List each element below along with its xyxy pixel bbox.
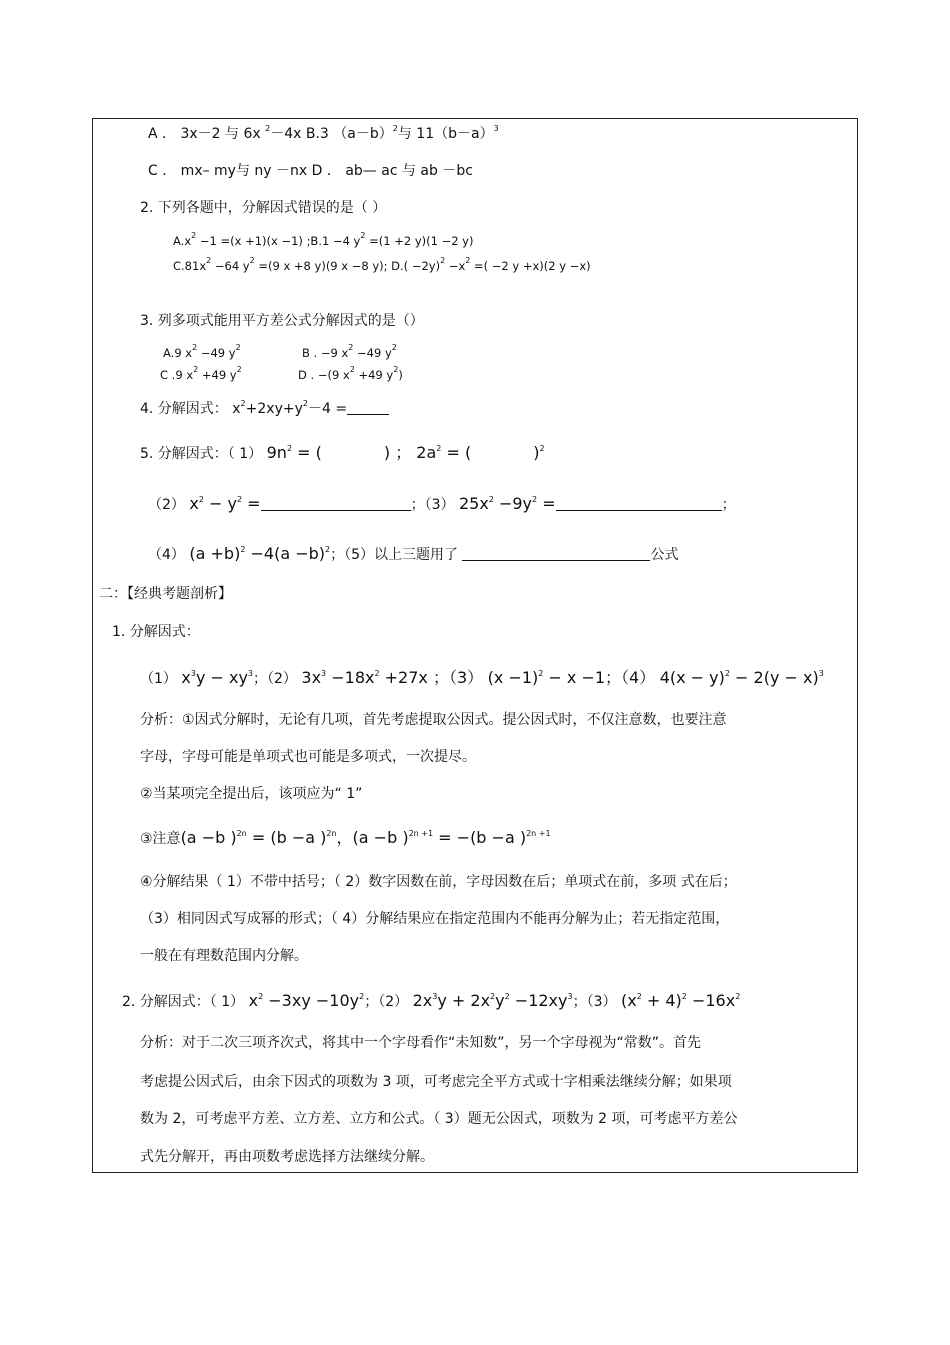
example-2-problems: 2. 分解因式：（ 1） $x^2 -3xy -10y^2$；（2） $2x^3y + 2x^2y^2 -12xy^3$；（3） $(x^2 + 4)^2 -16x^2$ <box>122 991 741 1010</box>
example-1-analysis-4: ③注意(a −b )$^{2n}$ = (b −a )$^{2n}$，(a −b )$^{2n +1}$ = −(b −a )$^{2n +1}$ <box>140 828 551 847</box>
q3-option-b: B . −9 $x^2 -49$ $y^2$ <box>302 343 397 360</box>
example-1-analysis-3: ②当某项完全提出后，该项应为“ 1” <box>140 786 363 802</box>
q2-option-cd: $C.81x^2 -64$ $y^2 =(9$ x +8 y)(9 x −8 y); $D.( -2y)^2 -x^2$ =( −2 y +x)(2 y −x) <box>173 256 591 273</box>
q5-line-1: 5. 分解因式：（ 1） $9n^2$ = ( ) ； $2a^2$ = ( )$^2$ <box>140 443 545 462</box>
q4-answer-blank <box>347 400 389 415</box>
q3-title: 3. 列多项式能用平方差公式分解因式的是（） <box>140 313 424 329</box>
example-1-analysis-6: （3）相同因式写成幂的形式；（ 4）分解结果应在指定范围内不能再分解为止；若无指定范围， <box>140 911 730 927</box>
q5-2-answer-blank <box>261 496 411 511</box>
example-1-analysis-2: 字母，字母可能是单项式也可能是多项式，一次提尽。 <box>140 749 476 765</box>
content-frame <box>92 118 858 1173</box>
q3-option-a: A.9 $x^2 -49$ $y^2$ <box>163 343 241 360</box>
q2-title: 2. 下列各题中，分解因式错误的是（ ） <box>140 200 387 216</box>
example-1-problems: （1） $x^3y - xy^3$；（2） $3x^3 -18x^2 +27x$ ；（3） $(x -1)^2 - x -1$；（4） $4(x - y)^2 - 2(y - x)^3$ <box>140 668 824 687</box>
example-2-analysis-2: 考虑提公因式后，由余下因式的项数为 3 项，可考虑完全平方式或十字相乘法继续分解；如果项 <box>140 1074 732 1090</box>
q3-option-d: D . −(9 $x^2 +49$ $y^2$) <box>298 365 403 382</box>
example-1-analysis-7: 一般在有理数范围内分解。 <box>140 948 308 964</box>
q5-line-3: （4） $(a +b)^2 -4(a -b)^2$；（5）以上三题用了 公式 <box>148 544 679 563</box>
q4-line: 4. 分解因式： $x^2+2xy+y^2-4$ = <box>140 400 389 418</box>
q5-line-2: （2） $x^2 - y^2$ = ；（3） $25x^2 -9y^2$ = ； <box>148 494 736 513</box>
example-2-analysis-4: 式先分解开，再由项数考虑选择方法继续分解。 <box>140 1149 434 1165</box>
example-1-analysis-1: 分析：①因式分解时，无论有几项，首先考虑提取公因式。提公因式时，不仅注意数，也要注意 <box>140 712 727 728</box>
q1-option-ab: A ． 3x－2 与 6x $^2$－4x B.3 $(a-b)^2$与 $11(b-a)^3$ <box>148 124 499 142</box>
q3-option-c: C .9 $x^2 +49$ $y^2$ <box>160 365 242 382</box>
q5-3-answer-blank <box>556 496 722 511</box>
section-2-title: 二：【经典考题剖析】 <box>99 586 232 602</box>
q2-option-ab: $A.x^2 -1 =(x +1)(x -1)$ ;B.1 −4 $y^2 =(1 +2$ y)(1 −2 y) <box>173 231 474 248</box>
example-1-title: 1. 分解因式： <box>112 624 200 640</box>
q5-5-answer-blank <box>462 546 650 561</box>
q1-option-cd: C ． mx– my与 ny －nx D ． ab— ac 与 ab －bc <box>148 163 473 179</box>
example-2-analysis-1: 分析：对于二次三项齐次式，将其中一个字母看作“未知数”，另一个字母视为“常数”。首先 <box>140 1035 702 1051</box>
example-2-analysis-3: 数为 2，可考虑平方差、立方差、立方和公式。（ 3）题无公因式，项数为 2 项，可考虑平方差公 <box>140 1111 738 1127</box>
example-1-analysis-5: ④分解结果（ 1）不带中括号；（ 2）数字因数在前，字母因数在后；单项式在前，多项 式在后； <box>140 874 737 890</box>
